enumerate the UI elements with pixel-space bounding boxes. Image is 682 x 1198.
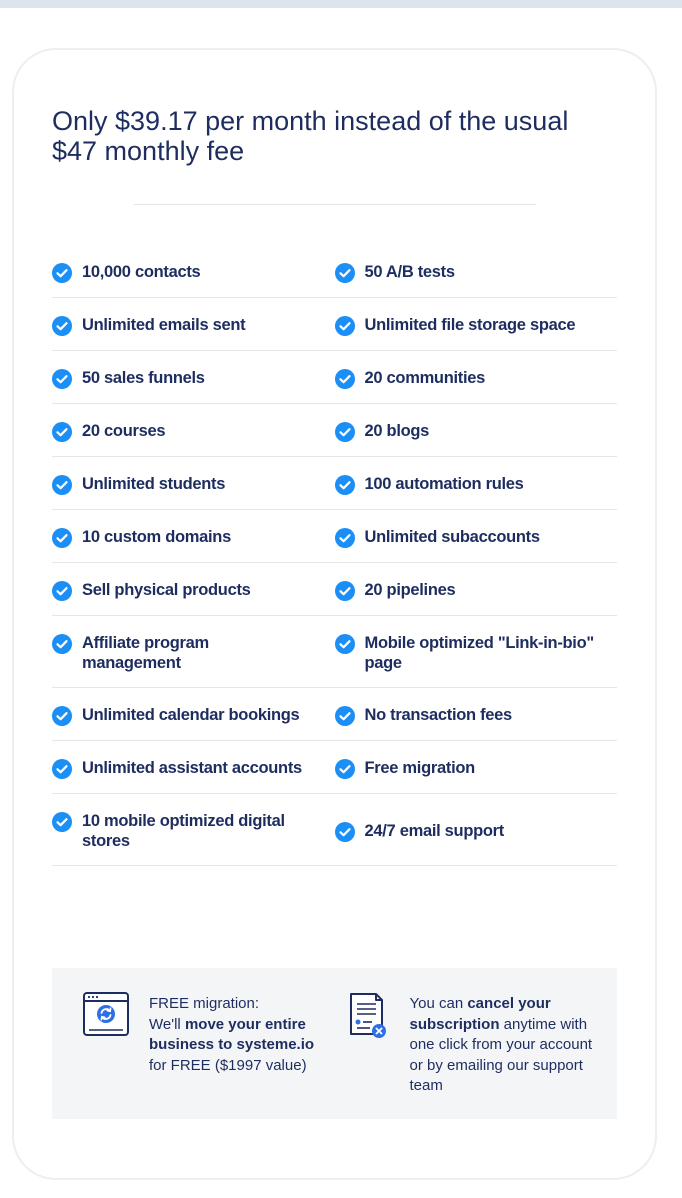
feature-item	[52, 474, 335, 495]
feature-label: 100 automation rules	[364, 475, 524, 493]
feature-item	[335, 705, 618, 726]
feature-item	[52, 811, 335, 851]
check-icon	[335, 475, 355, 495]
document-cancel-icon	[348, 992, 388, 1045]
feature-label: Sell physical products	[82, 581, 251, 599]
feature-label: Unlimited subaccounts	[364, 528, 540, 546]
feature-item	[52, 633, 335, 673]
feature-item	[52, 315, 335, 336]
check-icon	[52, 475, 72, 495]
feature-label: 20 courses	[82, 422, 166, 440]
migration-text	[149, 994, 329, 1076]
feature-row	[52, 351, 617, 404]
feature-item	[52, 758, 335, 779]
feature-item	[335, 821, 618, 842]
check-icon	[52, 759, 72, 779]
feature-item	[52, 421, 335, 442]
feature-item	[52, 527, 335, 548]
check-icon	[52, 422, 72, 442]
check-icon	[335, 316, 355, 336]
browser-sync-icon	[83, 992, 129, 1043]
feature-label: No transaction fees	[364, 706, 512, 724]
feature-label: Unlimited file storage space	[364, 316, 576, 334]
feature-item	[52, 262, 335, 283]
feature-label: 50 A/B tests	[364, 263, 455, 281]
feature-row	[52, 510, 617, 563]
check-icon	[52, 528, 72, 548]
feature-item	[335, 421, 618, 442]
check-icon	[52, 706, 72, 726]
feature-list	[52, 245, 617, 866]
feature-label: 20 pipelines	[364, 581, 456, 599]
migration-info	[52, 968, 335, 1119]
migration-suffix: for FREE ($1997 value)	[149, 1056, 307, 1074]
feature-row	[52, 794, 617, 866]
feature-label: Unlimited emails sent	[82, 316, 246, 334]
cancel-text	[410, 994, 598, 1097]
info-box	[52, 968, 617, 1119]
feature-label: 10 custom domains	[82, 528, 231, 546]
feature-row	[52, 298, 617, 351]
check-icon	[335, 634, 355, 654]
feature-label: 50 sales funnels	[82, 369, 205, 387]
check-icon	[335, 581, 355, 601]
feature-item	[335, 315, 618, 336]
feature-label: 20 communities	[364, 369, 486, 387]
migration-prefix: We'll	[149, 1015, 185, 1033]
check-icon	[52, 263, 72, 283]
check-icon	[335, 759, 355, 779]
check-icon	[335, 528, 355, 548]
feature-row	[52, 563, 617, 616]
feature-item	[52, 580, 335, 601]
feature-item	[335, 633, 618, 673]
pricing-headline: Only $39.17 per month instead of the usual $47 monthly fee	[52, 106, 569, 166]
feature-item	[335, 758, 618, 779]
feature-row	[52, 404, 617, 457]
check-icon	[52, 634, 72, 654]
feature-label: Unlimited students	[82, 475, 226, 493]
feature-label: 10 mobile optimized digital stores	[82, 812, 285, 850]
check-icon	[335, 822, 355, 842]
feature-item	[52, 368, 335, 389]
feature-row	[52, 616, 617, 688]
check-icon	[335, 369, 355, 389]
feature-label: Unlimited calendar bookings	[82, 706, 300, 724]
feature-label: Free migration	[364, 759, 475, 777]
feature-row	[52, 457, 617, 510]
check-icon	[335, 263, 355, 283]
check-icon	[52, 581, 72, 601]
check-icon	[52, 812, 72, 832]
feature-item	[335, 262, 618, 283]
feature-label: Affiliate program management	[82, 634, 209, 672]
feature-item	[335, 368, 618, 389]
top-strip	[0, 0, 682, 8]
feature-item	[52, 705, 335, 726]
feature-row	[52, 741, 617, 794]
feature-label: Mobile optimized "Link-in-bio" page	[364, 634, 594, 672]
cancel-suffix: anytime with one click from your account or by emailing our support team	[409, 1015, 593, 1094]
check-icon	[335, 422, 355, 442]
check-icon	[335, 706, 355, 726]
feature-row	[52, 688, 617, 741]
check-icon	[52, 369, 72, 389]
feature-item	[335, 527, 618, 548]
feature-label: 24/7 email support	[364, 821, 504, 840]
migration-line1: FREE migration:	[149, 995, 260, 1012]
cancel-info	[335, 968, 618, 1119]
feature-row	[52, 245, 617, 298]
feature-item	[335, 580, 618, 601]
feature-label: 10,000 contacts	[82, 263, 201, 281]
migration-bold: move your entire business to systeme.io	[149, 1015, 315, 1053]
feature-label: 20 blogs	[364, 422, 430, 440]
feature-label: Unlimited assistant accounts	[82, 759, 302, 777]
feature-item	[335, 474, 618, 495]
cancel-bold: cancel your subscription	[409, 995, 551, 1033]
check-icon	[52, 316, 72, 336]
divider	[134, 204, 536, 205]
cancel-prefix: You can	[409, 995, 468, 1012]
